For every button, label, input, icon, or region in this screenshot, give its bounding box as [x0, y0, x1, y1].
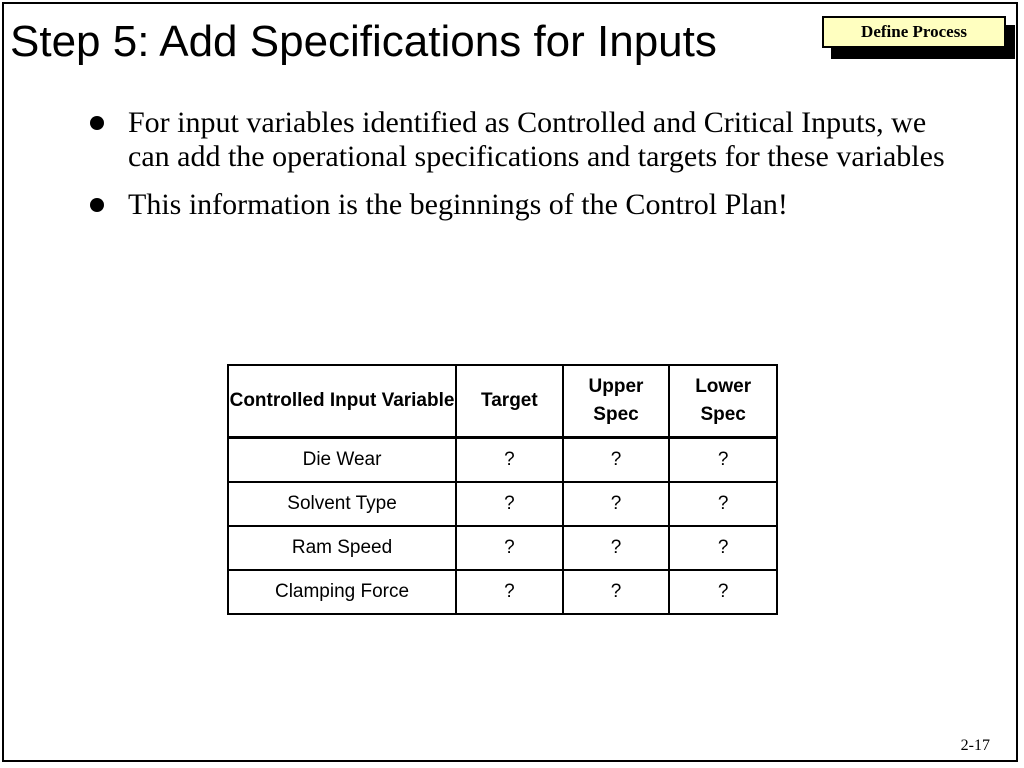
- cell-upper-spec: ?: [563, 526, 670, 570]
- header-lower-spec: Lower Spec: [669, 365, 777, 438]
- header-target: Target: [456, 365, 563, 438]
- table-row: [228, 482, 777, 526]
- bullet-item: [90, 188, 950, 222]
- table-row: [228, 526, 777, 570]
- cell-target: ?: [456, 570, 563, 614]
- table-row: [228, 438, 777, 483]
- table-header-row: [228, 365, 777, 438]
- header-controlled-input-variable: Controlled Input Variable: [228, 365, 456, 438]
- slide-title: Step 5: Add Specifications for Inputs: [10, 17, 717, 66]
- cell-lower-spec: ?: [669, 438, 777, 483]
- cell-variable: Die Wear: [228, 438, 456, 483]
- bullet-text: This information is the beginnings of the Control Plan!: [128, 188, 788, 221]
- bullet-dot-icon: [90, 198, 104, 212]
- cell-target: ?: [456, 438, 563, 483]
- define-process-badge: Define Process: [822, 16, 1006, 48]
- cell-upper-spec: ?: [563, 482, 670, 526]
- header-upper-spec: Upper Spec: [563, 365, 670, 438]
- cell-variable: Solvent Type: [228, 482, 456, 526]
- page-number: 2-17: [960, 737, 990, 754]
- cell-variable: Clamping Force: [228, 570, 456, 614]
- cell-upper-spec: ?: [563, 438, 670, 483]
- cell-variable: Ram Speed: [228, 526, 456, 570]
- bullet-dot-icon: [90, 116, 104, 130]
- cell-lower-spec: ?: [669, 526, 777, 570]
- cell-lower-spec: ?: [669, 482, 777, 526]
- bullet-list: [90, 106, 950, 236]
- cell-target: ?: [456, 526, 563, 570]
- input-spec-table: [227, 364, 778, 615]
- bullet-item: [90, 106, 950, 174]
- bullet-text: For input variables identified as Controlled and Critical Inputs, we can add the operational specifications and targets for these variables: [128, 106, 945, 173]
- cell-target: ?: [456, 482, 563, 526]
- cell-upper-spec: ?: [563, 570, 670, 614]
- table-row: [228, 570, 777, 614]
- cell-lower-spec: ?: [669, 570, 777, 614]
